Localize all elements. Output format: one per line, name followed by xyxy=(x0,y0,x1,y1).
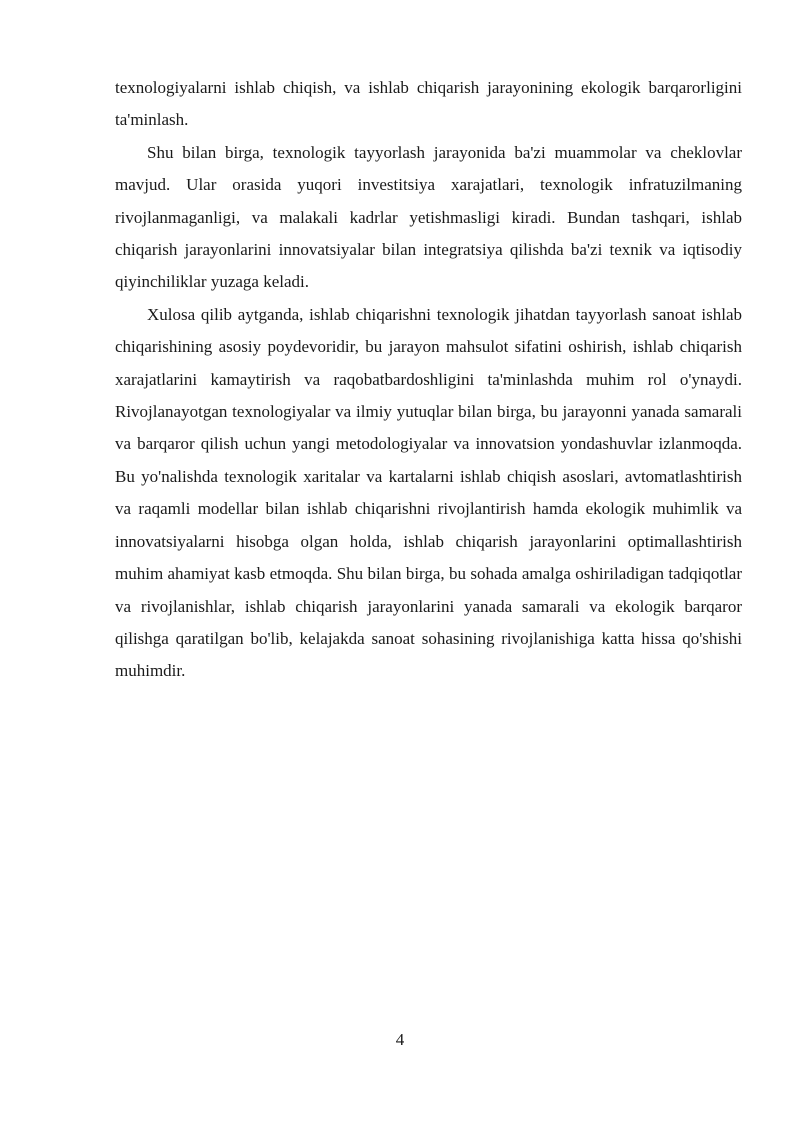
paragraph-continuation: texnologiyalarni ishlab chiqish, va ishlab chiqarish jarayonining ekologik barqarorligini ta'minlash. xyxy=(115,78,742,130)
body-text xyxy=(115,72,742,688)
paragraph-conclusion: Xulosa qilib aytganda, ishlab chiqarishni texnologik jihatdan tayyorlash sanoat ishlab chiqarishining asosiy poydevoridir, bu jarayon mahsulot sifatini oshirish, ishlab chiqarish xarajatlarini kamaytirish va raqobatbardoshligini ta'minlashda muhim rol o'ynaydi. Rivojlanayotgan texnologiyalar va ilmiy yutuqlar bilan birga, bu jarayonni yanada samarali va barqaror qilish uchun yangi metodologiyalar va innovatsion yondashuvlar izlanmoqda. Bu yo'nalishda texnologik xaritalar va kartalarni ishlab chiqish asoslari, avtomatlashtirish va raqamli modellar bilan ishlab chiqarishni rivojlantirish hamda ekologik muhimlik va innovatsiyalarni hisobga olgan holda, ishlab chiqarish jarayonlarini optimallashtirish muhim ahamiyat kasb etmoqda. Shu bilan birga, bu sohada amalga oshiriladigan tadqiqotlar va rivojlanishlar, ishlab chiqarish jarayonlarini yanada samarali va ekologik barqaror qilishga qaratilgan bo'lib, kelajakda sanoat sohasining rivojlanishiga katta hissa qo'shishi muhimdir. xyxy=(115,304,742,681)
paragraph-challenges: Shu bilan birga, texnologik tayyorlash jarayonida ba'zi muammolar va cheklovlar mavjud. Ular orasida yuqori investitsiya xarajatlari, texnologik infratuzilmaning rivojlanmaganligi, va malakali kadrlar yetishmasligi kiradi. Bundan tashqari, ishlab chiqarish jarayonlarini innovatsiyalar bilan integratsiya qilishda ba'zi texnik va iqtisodiy qiyinchiliklar yuzaga keladi. xyxy=(115,142,742,292)
page-number: 4 xyxy=(395,1030,405,1049)
